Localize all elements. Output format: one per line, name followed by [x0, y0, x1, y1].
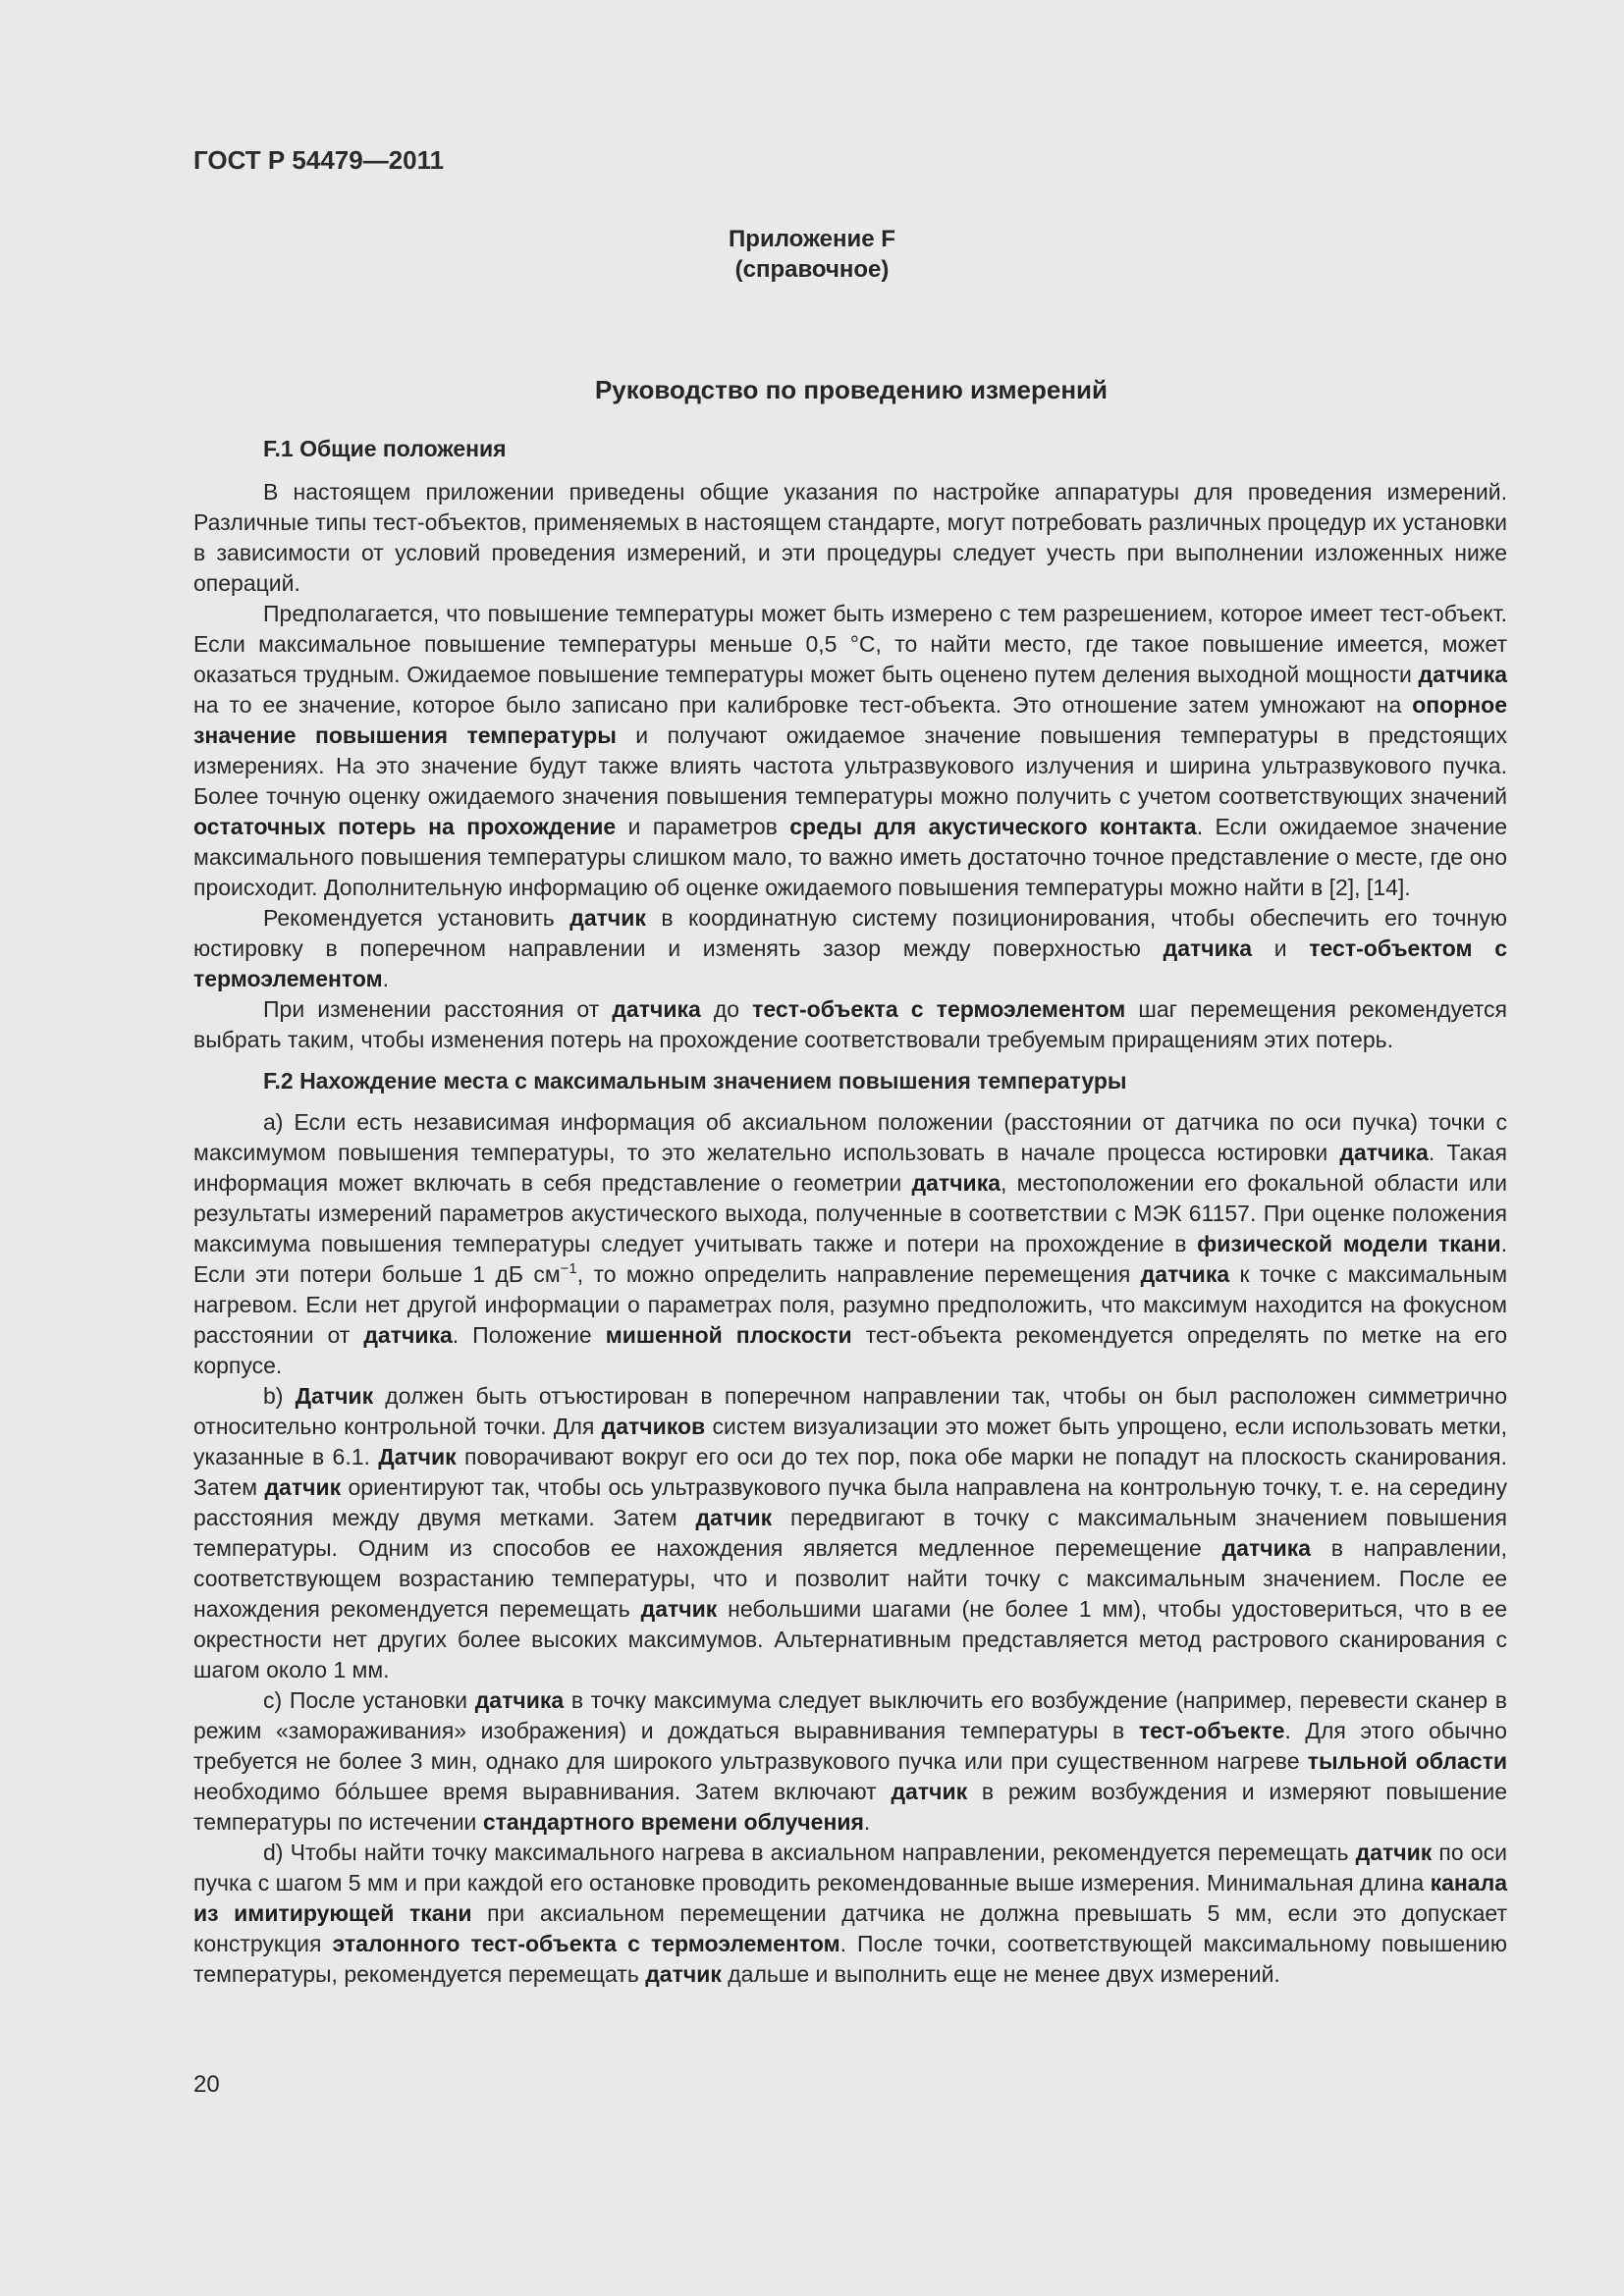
appendix-name: Приложение F [729, 226, 895, 252]
paragraph-f1-4: При изменении расстояния от датчика до тест-объекта с термоэлементом шаг перемещения рекомендуется выбрать таким, чтобы изменения потерь на прохождение соответствовали требуемым приращениям этих потерь. [193, 996, 1507, 1052]
paragraph-f2-b: b) Датчик должен быть отъюстирован в поперечном направлении так, чтобы он был расположен симметрично относительно контрольной точки. Для датчиков систем визуализации это может быть упрощено, если использовать метки, указанные в 6.1. Датчик поворачивают вокруг его оси до тех пор, пока обе марки не попадут на плоскость сканирования. Затем датчик ориентируют так, чтобы ось ультразвукового пучка была направлена на контрольную точку, т. е. на середину расстояния между двумя метками. Затем датчик передвигают в точку с максимальным значением повышения температуры. Одним из способов ее нахождения является медленное перемещение датчика в направлении, соответствующем возрастанию температуры, что и позволит найти точку с максимальным значением. После ее нахождения рекомендуется перемещать датчик небольшими шагами (не более 1 мм), чтобы удостовериться, что в ее окрестности нет других более высоких максимумов. Альтернативным представляется метод растрового сканирования с шагом около 1 мм. [193, 1383, 1508, 1682]
paragraph-f2-c: с) После установки датчика в точку максимума следует выключить его возбуждение (например, перевести сканер в режим «замораживания» изображения) и дождаться выравнивания температуры в тест-объекте. Для этого обычно требуется не более 3 мин, однако для широкого ультразвукового пучка или при существенном нагреве тыльной области необходимо бóльшее время выравнивания. Затем включают датчик в режим возбуждения и измеряют повышение температуры по истечении стандартного времени облучения. [193, 1687, 1507, 1835]
paragraph-f2-d: d) Чтобы найти точку максимального нагрева в аксиальном направлении, рекомендуется перемещать датчик по оси пучка с шагом 5 мм и при каждой его остановке проводить рекомендованные выше измерения. Минимальная длина канала из имитирующей ткани при аксиальном перемещении датчика не должна превышать 5 мм, если это допускает конструкция эталонного тест-объекта с термоэлементом. После точки, соответствующей максимальному повышению температуры, рекомендуется перемещать датчик дальше и выполнить еще не менее двух измерений. [193, 1840, 1507, 1987]
section-heading-f2: F.2 Нахождение места с максимальным значением повышения температуры [263, 1068, 1127, 1094]
page-number: 20 [193, 2071, 220, 2098]
paragraph-f1-2: Предполагается, что повышение температуры может быть измерено с тем разрешением, которое имеет тест-объект. Если максимальное повышение температуры меньше 0,5 °С, то найти место, где такое повышение имеется, может оказаться трудным. Ожидаемое повышение температуры может быть оценено путем деления выходной мощности датчика на то ее значение, которое было записано при калибровке тест-объекта. Это отношение затем умножают на опорное значение повышения температуры и получают ожидаемое значение повышения температуры в предстоящих измерениях. На это значение будут также влиять частота ультразвукового излучения и ширина ультразвукового пучка. Более точную оценку ожидаемого значения повышения температуры можно получить с учетом соответствующих значений остаточных потерь на прохождение и параметров среды для акустического контакта. Если ожидаемое значение максимального повышения температуры слишком мало, то важно иметь достаточно точное представление о месте, где оно происходит. Дополнительную информацию об оценке ожидаемого повышения температуры можно найти в [2], [14]. [193, 601, 1507, 900]
section-heading-f1: F.1 Общие положения [263, 436, 507, 461]
document-code: ГОСТ Р 54479—2011 [193, 145, 445, 175]
paragraph-f1-1: В настоящем приложении приведены общие указания по настройке аппаратуры для проведения измерений. Различные типы тест-объектов, применяемых в настоящем стандарте, могут потребовать различных процедур их установки в зависимости от условий проведения измерений, и эти процедуры следует учесть при выполнении изложенных ниже операций. [193, 479, 1507, 596]
document-body [193, 434, 1507, 1990]
appendix-kind: (справочное) [734, 256, 890, 283]
paragraph-f2-a: а) Если есть независимая информация об аксиальном положении (расстоянии от датчика по оси пучка) точки с максимумом повышения температуры, то это желательно использовать в начале процесса юстировки датчика. Такая информация может включать в себя представление о геометрии датчика, местоположении его фокальной области или результаты измерений параметров акустического выхода, полученные в соответствии с МЭК 61157. При оценке положения максимума повышения температуры следует учитывать также и потери на прохождение в физической модели ткани. Если эти потери больше 1 дБ $см^{-1}$, то можно определить направление перемещения датчика к точке с максимальным нагревом. Если нет другой информации о параметрах поля, разумно предположить, что максимум находится на фокусном расстоянии от датчика. Положение мишенной плоскости тест-объекта рекомендуется определять по метке на его корпусе. [193, 1109, 1508, 1378]
paragraph-f1-3: Рекомендуется установить датчик в координатную систему позиционирования, чтобы обеспечить его точную юстировку в поперечном направлении и изменять зазор между поверхностью датчика и тест-объектом с термоэлементом. [193, 905, 1507, 991]
page-title: Руководство по проведению измерений [594, 375, 1109, 404]
appendix-caption [0, 224, 1624, 285]
